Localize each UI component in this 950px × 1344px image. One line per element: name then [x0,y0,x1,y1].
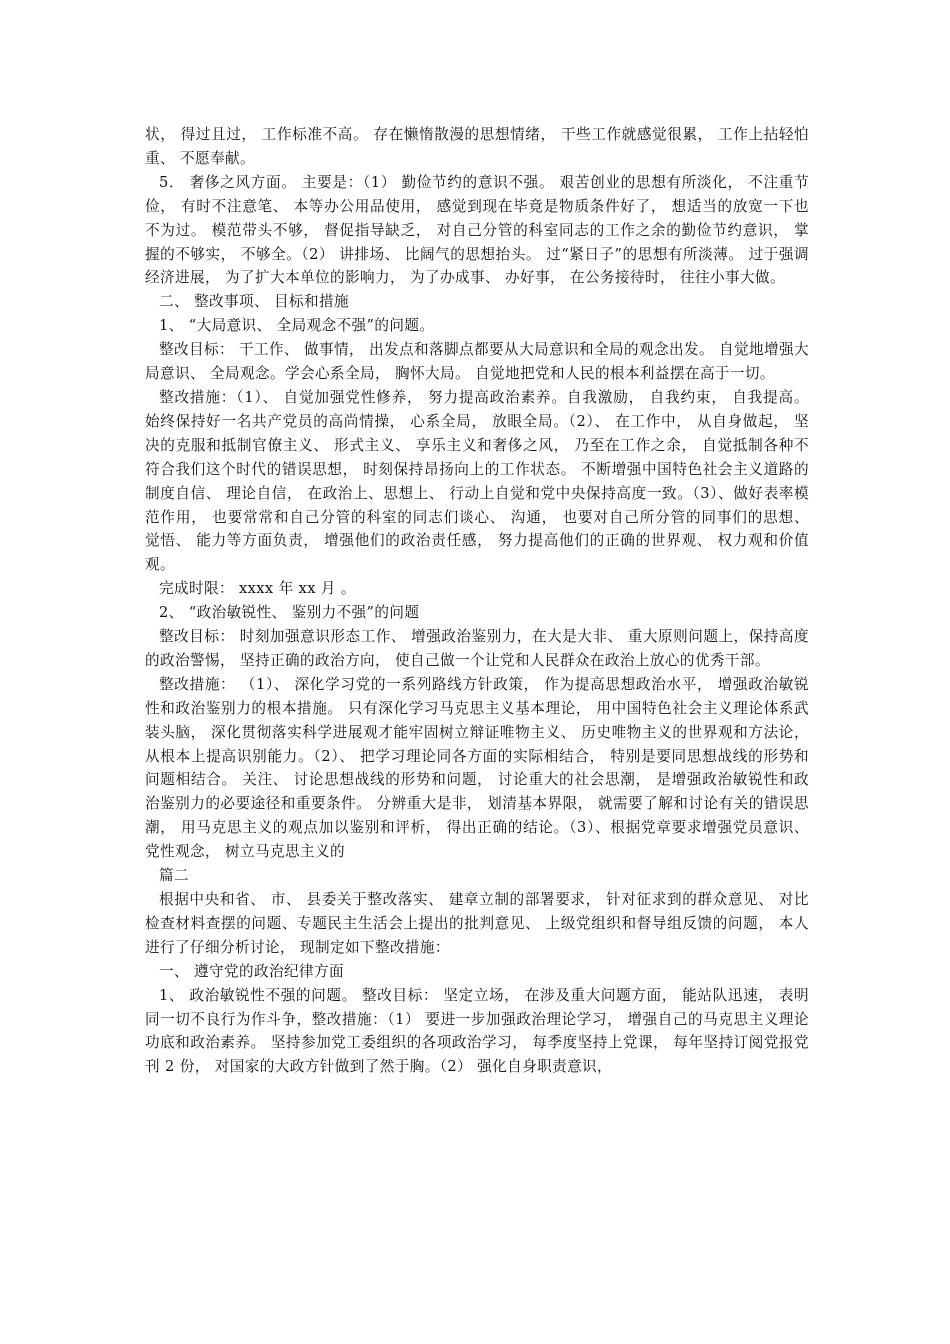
part-heading: 篇二 [159,867,189,885]
section-heading: 一、 遵守党的政治纪律方面 [159,962,344,980]
paragraph: 整改措施：（1）、 自觉加强党性修养， 努力提高政治素养。自我激励， 自我约束， 自我提高。 始终保持好一名共产党员的高尚情操， 心系全局， 放眼全局。（2）、 在工作中， 从自身做起， 坚决的克服和抵制官僚主义、 形式主义、 享乐主义和奢侈之风， 乃至在工作之余， 自觉抵制各种不符合我们这个时代的错误思想， 时刻保持昂扬向上的工作状态。 不断增强中国特色社会主义道路的制度自信、 理论自信， 在政治上、思想上、 行动上自觉和党中央保持高度一致。（3）、做好表率模范作用， 也要常常和自己分管的科室的同志们谈心、 沟通， 也要对自己所分管的同事们的思想、 觉悟、 能力等方面负责， 增强他们的政治责任感， 努力提高他们的正确的世界观、 权力观和价值观。 [145,388,809,574]
item-heading: 1、 “大局意识、 全局观念不强”的问题。 [159,317,435,335]
paragraph: 5． 奢侈之风方面。 主要是：（1） 勤俭节约的意识不强。 艰苦创业的思想有所淡化， 不注重节俭， 有时不注意笔、 本等办公用品使用， 感觉到现在毕竟是物质条件好了， 想适当的放宽一下也不为过。 模范带头不够， 督促指导缺乏， 对自己分管的科室同志的工作之余的勤俭节约意识， 掌握的不够实， 不够全。（2） 讲排场、 比阔气的思想抬头。 过“紧日子”的思想有所淡薄。 过于强调经济进展， 为了扩大本单位的影响力， 为了办成事、 办好事， 在公务接待时， 往往小事大做。 [145,173,809,287]
section-heading: 二、 整改事项、 目标和措施 [159,293,350,311]
paragraph: 整改目标： 时刻加强意识形态工作、 增强政治鉴别力，在大是大非、 重大原则问题上，保持高度的政治警惕， 坚持正确的政治方向， 使自己做一个让党和人民群众在政治上放心的优秀干部。 [145,628,809,669]
paragraph: 根据中央和省、 市、 县委关于整改落实、 建章立制的部署要求， 针对征求到的群众意见、 对比检查材料查摆的问题、专题民主生活会上提出的批判意见、 上级党组织和督导组反馈的问题， 本人进行了仔细分析讨论， 现制定如下整改措施： [145,891,809,956]
paragraph: 状， 得过且过， 工作标准不高。 存在懒惰散漫的思想情绪， 干些工作就感觉很累， 工作上拈轻怕重、 不愿奉献。 [145,126,809,167]
paragraph: 整改目标： 干工作、 做事情， 出发点和落脚点都要从大局意识和全局的观念出发。 自觉地增强大局意识、 全局观念。学会心系全局， 胸怀大局。 自觉地把党和人民的根本利益摆在高于一切。 [145,341,809,383]
item-heading: 2、 “政治敏锐性、 鉴别力不强”的问题 [159,604,420,622]
paragraph: 整改措施： （1）、 深化学习党的一系列路线方针政策， 作为提高思想政治水平， 增强政治敏锐性和政治鉴别力的根本措施。 只有深化学习马克思主义基本理论， 用中国特色社会主义理论体系武装头脑， 深化贯彻落实科学进展观才能牢固树立辩证唯物主义、 历史唯物主义的世界观和方法论， 从根本上提高识别能力。（2）、 把学习理论同各方面的实际相结合， 特别是要同思想战线的形势和问题相结合。 关注、 讨论思想战线的形势和问题， 讨论重大的社会思潮， 是增强政治敏锐性和政治鉴别力的必要途径和重要条件。 分辨重大是非， 划清基本界限， 就需要了解和讨论有关的错误思潮， 用马克思主义的观点加以鉴别和评析， 得出正确的结论。（3）、根据党章要求增强党员意识、 党性观念， 树立马克思主义的 [145,675,809,861]
paragraph: 1、 政治敏锐性不强的问题。 整改目标： 坚定立场， 在涉及重大问题方面， 能站队迅速， 表明同一切不良行为作斗争，整改措施：（1） 要进一步加强政治理论学习， 增强自己的马克思主义理论功底和政治素养。 坚持参加党工委组织的各项政治学习， 每季度坚持上党课， 每年坚持订阅党报党刊 2 份， 对国家的大政方针做到了然于胸。（2） 强化自身职责意识， [145,986,809,1076]
document-page [145,123,809,1079]
deadline-line: 完成时限： xxxx 年 xx 月 。 [159,580,356,598]
